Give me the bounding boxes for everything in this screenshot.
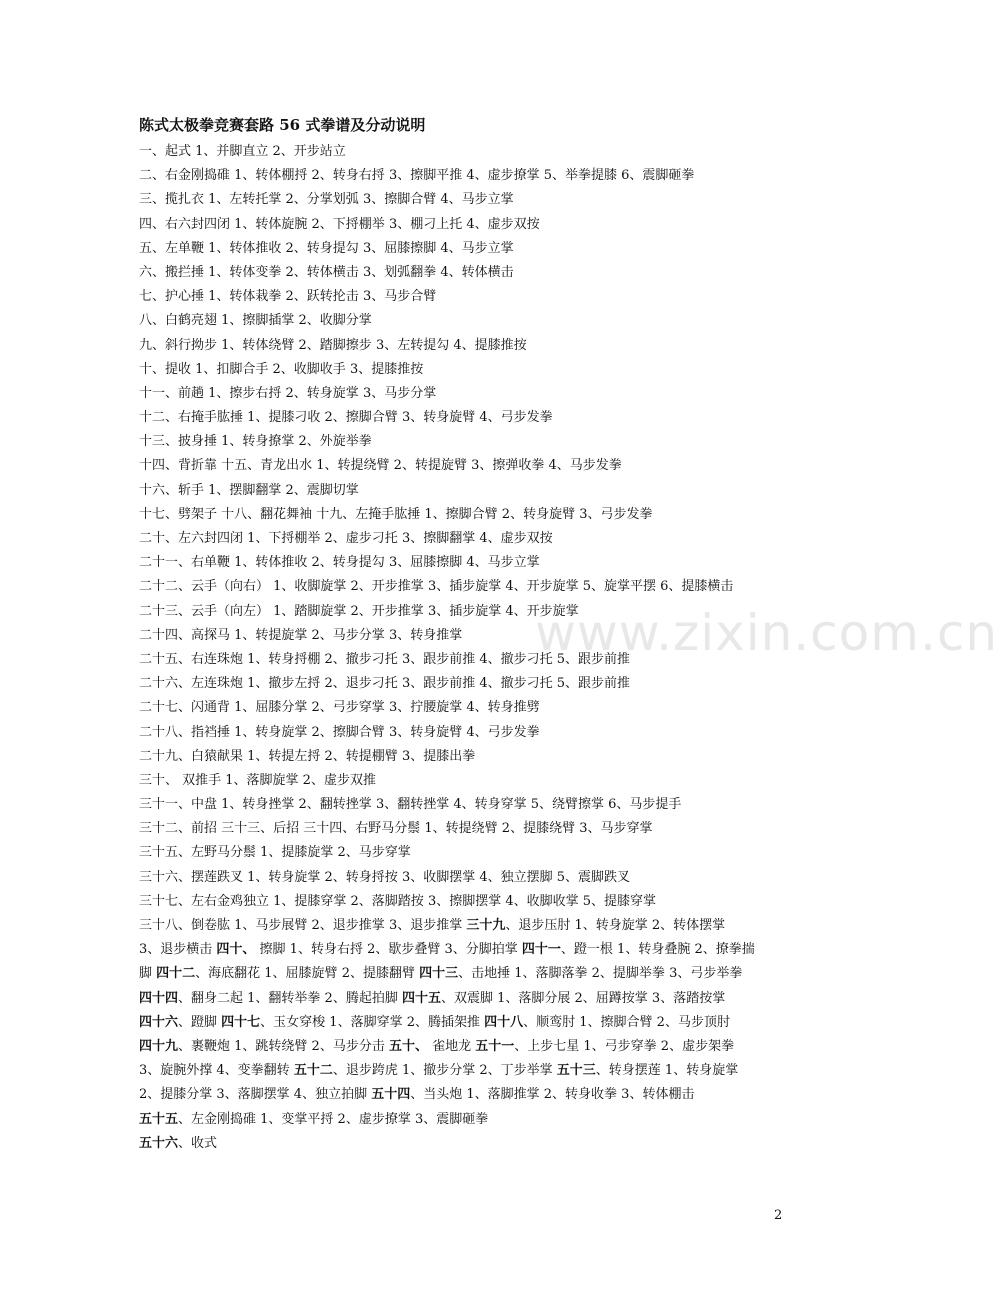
form-line (139, 914, 789, 938)
form-line (139, 938, 789, 962)
form-text: 十七、劈架子 十八、翻花舞袖 十九、左掩手肱捶 1、擦脚合臂 2、转身旋臂 3、弓步发拳 (139, 506, 653, 522)
form-line (139, 648, 789, 672)
form-text: 三十、 双推手 1、落脚旋掌 2、虚步双推 (139, 772, 376, 788)
form-number-bold: 四十八 (484, 1014, 524, 1030)
form-text: 、玉女穿梭 1、落脚穿掌 2、腾插架推 (260, 1014, 485, 1030)
form-line (139, 164, 789, 188)
form-line (139, 406, 789, 430)
form-text: 二十、左六封四闭 1、下捋棚举 2、虚步刁托 3、擦脚翻掌 4、虚步双按 (139, 531, 553, 546)
form-line (139, 261, 789, 285)
form-line (139, 769, 789, 793)
form-number-bold: 五十三 (556, 1063, 596, 1079)
form-text: 二十九、白猿献果 1、转提左捋 2、转提棚臂 3、提膝出拳 (139, 748, 476, 764)
form-line (139, 962, 789, 986)
form-line (139, 987, 789, 1011)
form-line (139, 672, 789, 696)
form-text: 、退步跨虎 1、撤步分掌 2、丁步举掌 (332, 1063, 557, 1079)
form-text: 三、揽扎衣 1、左转托掌 2、分掌划弧 3、擦脚合臂 4、马步立掌 (139, 192, 514, 208)
form-text: 、裹鞭炮 1、跳转绕臂 2、马步分击 (178, 1038, 389, 1054)
form-number-bold: 五十四 (371, 1087, 411, 1103)
form-text: 、翻身二起 1、翻转举拳 2、腾起拍脚 (178, 990, 402, 1006)
form-text: 、退步压肘 1、转身旋掌 2、转体摆掌 (505, 918, 726, 933)
form-number-bold: 五十五 (139, 1111, 179, 1127)
form-text: 二十一、右单鞭 1、转体推收 2、转身提勾 3、屈膝擦脚 4、马步立掌 (139, 555, 540, 571)
form-text: 四、右六封四闭 1、转体旋腕 2、下捋棚举 3、棚刁上托 4、虚步双按 (139, 216, 540, 232)
form-line (139, 551, 789, 575)
form-text: 八、白鹤亮翅 1、擦脚插掌 2、收脚分掌 (139, 313, 372, 329)
form-text: 、上步七星 1、弓步穿拳 2、虚步架拳 (514, 1038, 735, 1054)
form-text: 3、退步横击 (139, 942, 217, 958)
form-number-bold: 五十一 (475, 1038, 515, 1054)
form-number-bold: 四十四 (139, 990, 179, 1006)
form-line (139, 721, 789, 745)
form-number-bold: 四十七 (221, 1014, 261, 1030)
form-line (139, 358, 789, 382)
form-text: 二十二、云手（向右） 1、收脚旋掌 2、开步推掌 3、插步旋掌 4、开步旋掌 5、旋掌平摆 6、提膝横击 (139, 579, 734, 595)
form-line (139, 624, 789, 648)
form-text: 十一、前趟 1、擦步右捋 2、转身旋掌 3、马步分掌 (139, 385, 437, 401)
form-line (139, 817, 789, 841)
form-line (139, 1011, 789, 1035)
form-line (139, 600, 789, 624)
form-number-bold: 三十九 (466, 918, 506, 933)
form-text: 二十四、高探马 1、转提旋掌 2、马步分掌 3、转身推掌 (139, 627, 463, 643)
form-line (139, 793, 789, 817)
form-line (139, 382, 789, 406)
form-line (139, 575, 789, 599)
form-text: 三十七、左右金鸡独立 1、提膝穿掌 2、落脚踏按 3、擦脚摆掌 4、收脚收掌 5、提膝穿掌 (139, 893, 657, 909)
form-text: 二十七、闪通背 1、屈膝分掌 2、弓步穿掌 3、拧腰旋掌 4、转身推劈 (139, 700, 540, 716)
form-text: 七、护心捶 1、转体栽拳 2、跃转抡击 3、马步合臂 (139, 289, 437, 305)
form-number-bold: 五十六 (139, 1135, 179, 1151)
form-line (139, 866, 789, 890)
form-text: 十六、斩手 1、摆脚翻掌 2、震脚切掌 (139, 482, 359, 498)
form-text: 、收式 (178, 1135, 218, 1151)
form-line (139, 745, 789, 769)
form-text: 五、左单鞭 1、转体推收 2、转身提勾 3、屈膝擦脚 4、马步立掌 (139, 240, 514, 256)
form-line (139, 1108, 789, 1132)
form-number-bold: 五十、 (388, 1038, 428, 1054)
form-text: 三十一、中盘 1、转身挫掌 2、翻转挫掌 3、翻转挫掌 4、转身穿掌 5、绕臂擦掌 6、马步提手 (139, 797, 682, 813)
form-text: 二十八、指裆捶 1、转身旋掌 2、擦脚合臂 3、转身旋臂 4、弓步发拳 (139, 724, 540, 740)
form-line (139, 527, 789, 551)
form-text: 、当头炮 1、落脚推掌 2、转身收拳 3、转体棚击 (410, 1087, 695, 1103)
form-number-bold: 五十二 (293, 1063, 333, 1079)
form-text: 、双震脚 1、落脚分展 2、屈蹲按掌 3、落踏按掌 (440, 990, 726, 1006)
form-text: 三十八、倒卷肱 1、马步展臂 2、退步推掌 3、退步推掌 (139, 918, 467, 933)
page-number: 2 (774, 1208, 783, 1223)
form-text: 、蹬脚 (178, 1014, 222, 1030)
form-line (139, 1059, 789, 1083)
watermark: www.zixin.com.cn (535, 604, 998, 662)
form-number-bold: 四十六 (139, 1014, 179, 1030)
form-text: 脚 (139, 966, 157, 982)
form-line (139, 213, 789, 237)
form-list (139, 140, 789, 1156)
form-text: 2、提膝分掌 3、落脚摆掌 4、独立拍脚 (139, 1087, 372, 1103)
form-line (139, 188, 789, 212)
form-line (139, 309, 789, 333)
form-text: 九、斜行拗步 1、转体绕臂 2、踏脚擦步 3、左转提勾 4、提膝推按 (139, 337, 527, 353)
form-text: 、转身摆莲 1、转身旋掌 (595, 1063, 739, 1079)
form-text: 二十六、左连珠炮 1、撤步左捋 2、退步刁托 3、跟步前推 4、撤步刁托 5、跟步前推 (139, 676, 631, 692)
form-text: 二十五、右连珠炮 1、转身捋棚 2、撤步刁托 3、跟步前推 4、撤步刁托 5、跟步前推 (139, 651, 631, 667)
form-line (139, 285, 789, 309)
form-text: 、左金刚捣碓 1、变掌平捋 2、虚步撩掌 3、震脚砸拳 (178, 1111, 489, 1127)
form-line (139, 1083, 789, 1107)
form-line (139, 237, 789, 261)
form-text: 、顺鸾肘 1、擦脚合臂 2、马步顶肘 (523, 1014, 730, 1030)
form-line (139, 890, 789, 914)
form-line (139, 334, 789, 358)
form-text: 三十二、前招 三十三、后招 三十四、右野马分鬃 1、转提绕臂 2、提膝绕臂 3、马步穿掌 (139, 821, 653, 837)
form-number-bold: 四十九 (139, 1038, 179, 1054)
form-text: 、击地捶 1、落脚落拳 2、提脚举拳 3、弓步举拳 (458, 966, 743, 982)
form-line (139, 841, 789, 865)
form-number-bold: 四十一 (521, 942, 561, 958)
form-text: 、蹬一根 1、转身叠腕 2、撩拳揣 (560, 942, 755, 958)
form-number-bold: 四十二 (156, 966, 196, 982)
form-number-bold: 四十、 (216, 942, 256, 958)
form-text: 二、右金刚捣碓 1、转体棚捋 2、转身右捋 3、擦脚平推 4、虚步撩掌 5、举拳提膝 6、震脚砸拳 (139, 168, 695, 184)
form-text: 雀地龙 (427, 1038, 476, 1054)
form-text: 3、旋腕外撑 4、变拳翻转 (139, 1063, 294, 1079)
form-text: 、海底翻花 1、屈膝旋臂 2、提膝翻臂 (195, 966, 420, 982)
form-line (139, 479, 789, 503)
form-text: 十、提收 1、扣脚合手 2、收脚收手 3、提膝推按 (139, 361, 424, 377)
form-line (139, 454, 789, 478)
form-line (139, 430, 789, 454)
form-text: 二十三、云手（向左） 1、踏脚旋掌 2、开步推掌 3、插步旋掌 4、开步旋掌 (139, 603, 579, 619)
form-text: 三十五、左野马分鬃 1、提膝旋掌 2、马步穿掌 (139, 845, 411, 861)
form-text: 十三、披身捶 1、转身撩掌 2、外旋举拳 (139, 434, 372, 450)
form-text: 三十六、摆莲跌叉 1、转身旋掌 2、转身捋按 3、收脚摆掌 4、独立摆脚 5、震脚跌叉 (139, 869, 631, 885)
form-line (139, 1035, 789, 1059)
form-text: 六、搬拦捶 1、转体变拳 2、转体横击 3、划弧翻拳 4、转体横击 (139, 264, 514, 280)
form-number-bold: 四十五 (401, 990, 441, 1006)
form-text: 擦脚 1、转身右捋 2、歇步叠臂 3、分脚拍掌 (255, 942, 522, 958)
form-text: 十四、背折靠 十五、青龙出水 1、转提绕臂 2、转提旋臂 3、擦弹收拳 4、马步发拳 (139, 458, 622, 474)
form-line (139, 1132, 789, 1156)
form-text: 一、起式 1、并脚直立 2、开步站立 (139, 144, 346, 159)
form-text: 十二、右掩手肱捶 1、提膝刁收 2、擦脚合臂 3、转身旋臂 4、弓步发拳 (139, 410, 553, 426)
form-line (139, 140, 789, 164)
form-line (139, 503, 789, 527)
document-title: 陈式太极拳竞赛套路 56 式拳谱及分动说明 (139, 116, 426, 134)
form-number-bold: 四十三 (419, 966, 459, 982)
form-line (139, 696, 789, 720)
